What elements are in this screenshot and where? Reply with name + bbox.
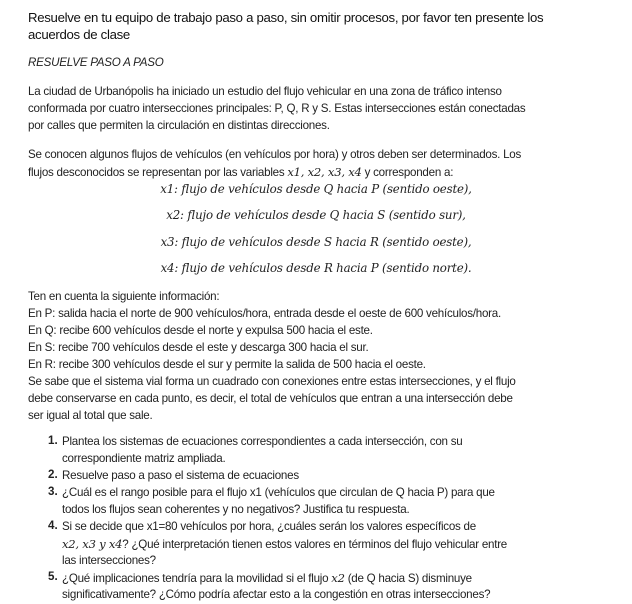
variables-math: x2, x3 y x4 bbox=[62, 537, 123, 551]
text-line: En S: recibe 700 vehículos desde el este y descarga 300 hacia el sur. bbox=[28, 341, 369, 354]
text-line: ser igual al total que sale. bbox=[28, 409, 153, 422]
text-span: ? ¿Qué interpretación tienen estos valores en términos del flujo vehicular entre bbox=[122, 538, 508, 551]
text-line: La ciudad de Urbanópolis ha iniciado un estudio del flujo vehicular en una zona de tráfico intenso bbox=[28, 85, 502, 98]
question-number: 4. bbox=[48, 519, 58, 532]
text-line: por calles que permiten la circulación en distintas direcciones. bbox=[28, 119, 330, 132]
text-line: Se sabe que el sistema vial forma un cuadrado con conexiones entre estas intersecciones, y el flujo bbox=[28, 375, 516, 388]
variables-math: x1, x2, x3, x4 bbox=[287, 165, 362, 179]
text-line: Ten en cuenta la siguiente información: bbox=[28, 290, 220, 303]
text-line bbox=[62, 536, 507, 553]
text-span: (de Q hacia S) disminuye bbox=[344, 572, 472, 585]
text-line: conformada por cuatro intersecciones principales: P, Q, R y S. Estas intersecciones están conectadas bbox=[28, 102, 526, 115]
section-subtitle: RESUELVE PASO A PASO bbox=[28, 56, 164, 69]
text-line bbox=[28, 164, 453, 181]
text-line: significativamente? ¿Cómo podría afectar esto a la congestión en otras intersecciones? bbox=[62, 588, 491, 601]
definition-x2: x2: flujo de vehículos desde Q hacia S (sentido sur), bbox=[166, 208, 466, 222]
title-line: acuerdos de clase bbox=[28, 27, 130, 42]
question-number: 2. bbox=[48, 468, 58, 481]
text-line: las intersecciones? bbox=[62, 554, 156, 567]
title-line: Resuelve en tu equipo de trabajo paso a paso, sin omitir procesos, por favor ten presente los bbox=[28, 10, 544, 25]
text-line: Plantea los sistemas de ecuaciones correspondientes a cada intersección, con su bbox=[62, 435, 463, 448]
text-span: y corresponden a: bbox=[361, 166, 454, 179]
text-span: ¿Qué implicaciones tendría para la movilidad si el flujo bbox=[62, 572, 332, 585]
text-span: flujos desconocidos se representan por las variables bbox=[28, 166, 288, 179]
text-line: En Q: recibe 600 vehículos desde el norte y expulsa 500 hacia el este. bbox=[28, 324, 373, 337]
text-line: correspondiente matriz ampliada. bbox=[62, 452, 226, 465]
text-line bbox=[62, 570, 472, 587]
text-line: En R: recibe 300 vehículos desde el sur y permite la salida de 500 hacia el oeste. bbox=[28, 358, 426, 371]
text-line: ¿Cuál es el rango posible para el flujo x1 (vehículos que circulan de Q hacia P) para que bbox=[62, 486, 495, 499]
text-line: debe conservarse en cada punto, es decir, el total de vehículos que entran a una intersección debe bbox=[28, 392, 513, 405]
text-line: Si se decide que x1=80 vehículos por hora, ¿cuáles serán los valores específicos de bbox=[62, 520, 476, 533]
text-line: Resuelve paso a paso el sistema de ecuaciones bbox=[62, 469, 299, 482]
question-number: 1. bbox=[48, 434, 58, 447]
definition-x1: x1: flujo de vehículos desde Q hacia P (sentido oeste), bbox=[160, 182, 472, 196]
text-line: En P: salida hacia el norte de 900 vehículos/hora, entrada desde el oeste de 600 vehículos/hora. bbox=[28, 307, 501, 320]
definition-x4: x4: flujo de vehículos desde R hacia P (sentido norte). bbox=[160, 261, 472, 275]
text-line: todos los flujos sean coherentes y no negativos? Justifica tu respuesta. bbox=[62, 503, 410, 516]
question-number: 3. bbox=[48, 485, 58, 498]
variable-math: x2 bbox=[331, 571, 345, 585]
question-number: 5. bbox=[48, 570, 58, 583]
text-line: Se conocen algunos flujos de vehículos (en vehículos por hora) y otros deben ser determinados. Los bbox=[28, 148, 522, 161]
definition-x3: x3: flujo de vehículos desde S hacia R (sentido oeste), bbox=[160, 235, 472, 249]
